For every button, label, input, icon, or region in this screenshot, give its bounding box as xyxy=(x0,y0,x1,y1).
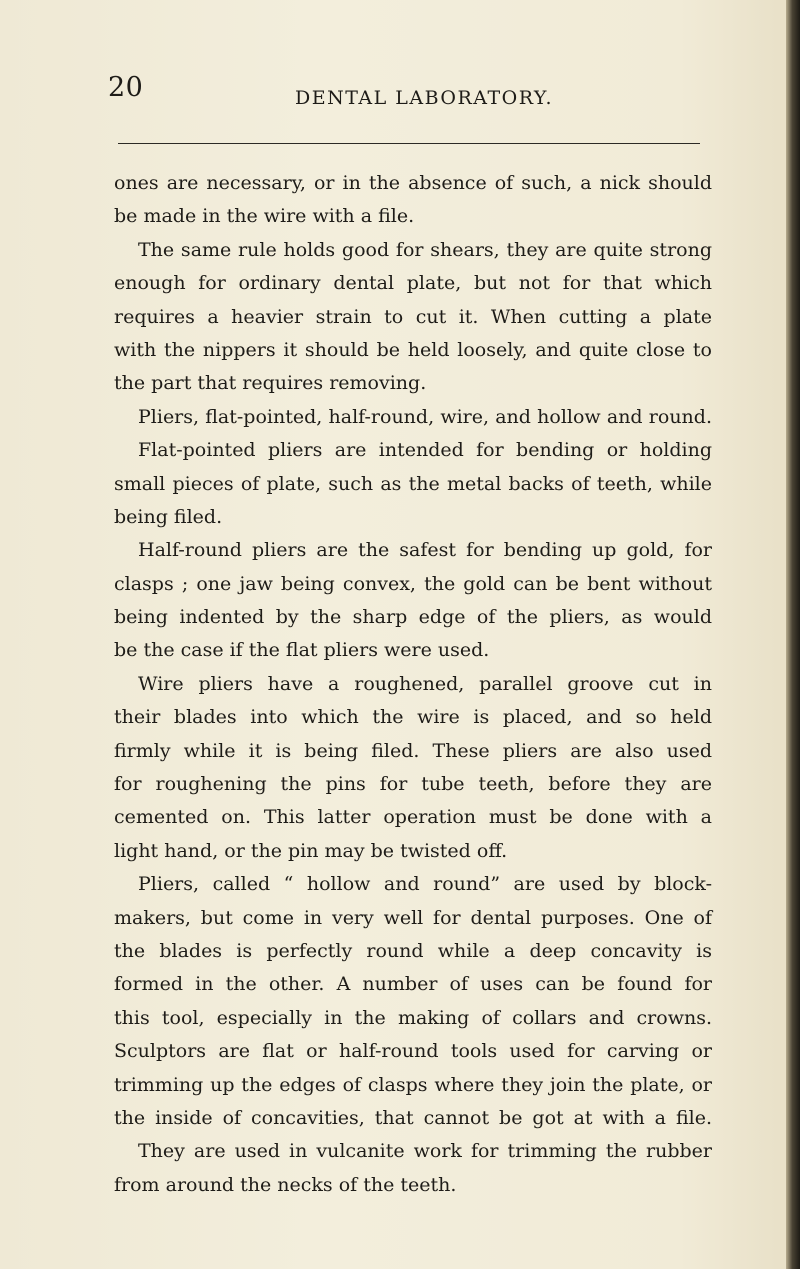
text-line: Sculptors are flat or half-round tools used for carving or xyxy=(114,1040,712,1063)
text-line: the inside of concavities, that cannot be got at with a file. xyxy=(114,1106,712,1129)
text-line: be made in the wire with a file. xyxy=(114,205,415,228)
text-line: their blades into which the wire is placed, and so held xyxy=(114,706,712,729)
text-line: from around the necks of the teeth. xyxy=(114,1173,457,1196)
text-line: Pliers, flat-pointed, half-round, wire, and hollow and round. xyxy=(138,405,712,428)
text-line: formed in the other. A number of uses can be found for xyxy=(114,973,712,996)
text-line: small pieces of plate, such as the metal backs of teeth, while xyxy=(114,472,712,495)
text-line: the part that requires removing. xyxy=(114,372,427,395)
text-line: Flat-pointed pliers are intended for bending or holding xyxy=(138,439,712,462)
text-line: They are used in vulcanite work for trimming the rubber xyxy=(138,1140,712,1163)
text-line: trimming up the edges of clasps where they join the plate, or xyxy=(114,1073,712,1096)
text-line: The same rule holds good for shears, they are quite strong xyxy=(138,238,712,261)
text-line: Wire pliers have a roughened, parallel groove cut in xyxy=(138,672,712,695)
text-line: be the case if the flat pliers were used. xyxy=(114,639,490,662)
text-line: being indented by the sharp edge of the pliers, as would xyxy=(114,606,712,629)
text-line: light hand, or the pin may be twisted off. xyxy=(114,839,508,862)
text-line: firmly while it is being filed. These pliers are also used xyxy=(114,739,712,762)
text-line: this tool, especially in the making of collars and crowns. xyxy=(114,1006,712,1029)
running-title: DENTAL LABORATORY. xyxy=(295,87,554,109)
text-line: makers, but come in very well for dental purposes. One of xyxy=(114,906,712,929)
header-rule xyxy=(118,143,700,144)
text-line: being filed. xyxy=(114,505,223,528)
text-line: for roughening the pins for tube teeth, before they are xyxy=(114,773,712,796)
text-line: ones are necessary, or in the absence of such, a nick should xyxy=(114,172,712,194)
text-line: Pliers, called “ hollow and round” are used by block- xyxy=(138,873,712,896)
text-line: requires a heavier strain to cut it. When cutting a plate xyxy=(114,305,712,328)
page-number: 20 xyxy=(108,72,144,103)
text-line: with the nippers it should be held loosely, and quite close to xyxy=(114,338,712,361)
text-line: enough for ordinary dental plate, but not for that which xyxy=(114,272,712,295)
text-line: clasps ; one jaw being convex, the gold can be bent without xyxy=(114,572,712,595)
text-line: the blades is perfectly round while a deep concavity is xyxy=(114,939,712,962)
page-edge-shadow xyxy=(786,0,800,1269)
body-text xyxy=(114,167,712,1202)
text-line: cemented on. This latter operation must be done with a xyxy=(114,806,712,829)
text-line: Half-round pliers are the safest for bending up gold, for xyxy=(138,539,712,562)
